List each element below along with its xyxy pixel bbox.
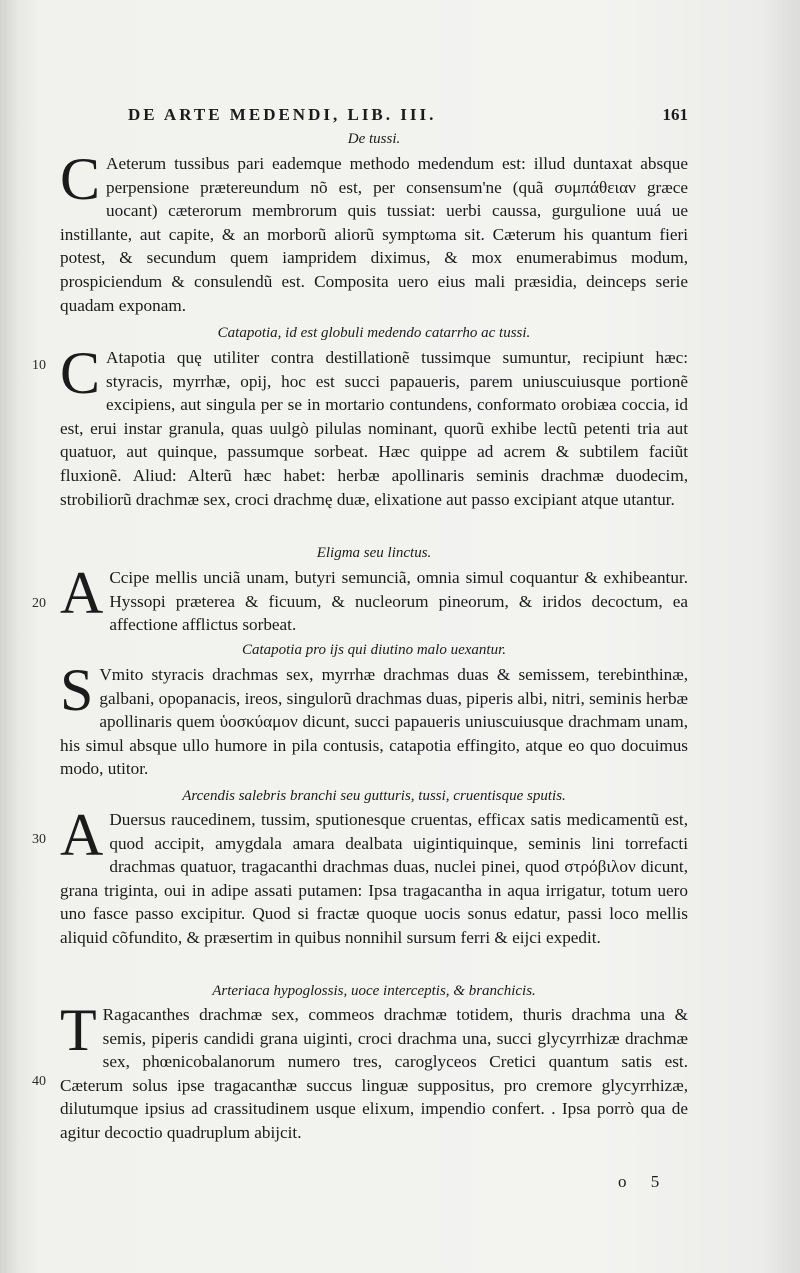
paragraph-text: Ccipe mellis unciã unam, butyri semunciã, omnia simul coquantur & exhibeantur. Hyssopi præterea & ficuum, & nucleorum pineorum, & iridos decoctum, ea affectione afflictus sorbeat. xyxy=(109,568,688,635)
section-heading: Catapotia, id est globuli medendo catarrho ac tussi. xyxy=(217,325,531,341)
drop-initial: S xyxy=(60,657,94,723)
drop-initial: T xyxy=(60,997,97,1063)
section-paragraph xyxy=(60,997,688,1145)
drop-initial: C xyxy=(60,340,101,406)
page-header xyxy=(128,105,688,131)
drop-initial: C xyxy=(60,146,101,212)
line-number: 40 xyxy=(32,1074,46,1089)
running-title: DE ARTE MEDENDI, LIB. III. xyxy=(128,105,437,124)
paragraph-text: Atapotia quę utiliter contra destillationẽ tussimque sumuntur, recipiunt hæc: styracis, myrrhæ, opij, hoc est succi papaueris, parem uniuscuiusque portionẽ excipiens, aut singula per se in mortario contundens, conformato orobiæa coccia, id est, erui instar granula, quas uulgò pilulas nominant, quorũ exhibe lectũ petenti tria aut quatuor, aut quinque, passumque sorbeat. Hæc quippe ad acrem & subtilem faciũt fluxionẽ. Aliud: Alterũ hæc habet: herbæ apollinaris seminis drachmæ duodecim, strobiliorũ drachmæ sex, croci drachmę duæ, elixatione aut passo excipiant atque utantur. xyxy=(60,348,688,509)
section-paragraph xyxy=(60,657,688,781)
section-heading: Arcendis salebris branchi seu gutturis, tussi, cruentisque sputis. xyxy=(182,788,566,804)
section-paragraph xyxy=(60,340,688,511)
section-paragraph xyxy=(60,146,688,317)
line-number: 20 xyxy=(32,596,46,611)
section-heading: De tussi. xyxy=(347,131,401,147)
section-paragraph xyxy=(60,802,688,950)
paragraph-text: Duersus raucedinem, tussim, sputionesque cruentas, efficax satis medicamentũ est, quod accipit, amygdala amara dealbata uigintiquinque, seminis lini torrefacti drachmas quatuor, tragacanthi drachmas duas, nuclei pinei, quod στρόβιλον dicunt, grana triginta, oui in adipe assati putamen: Ipsa tragacantha in aqua irrigatur, totum uero uno fasce passo excipitur. Quod si fractæ quoque uocis sonus edatur, passi loco mellis aliquid cõfundito, & præsertim in quibus nonnihil sursum ferri & eijci expedit. xyxy=(60,810,688,947)
line-number: 10 xyxy=(32,358,46,373)
line-number: 30 xyxy=(32,832,46,847)
section-heading: Arteriaca hypoglossis, uoce interceptis, & branchicis. xyxy=(212,983,536,999)
signature-mark: o 5 xyxy=(618,1172,670,1191)
paragraph-text: Ragacanthes drachmæ sex, commeos drachmæ totidem, thuris drachma una & semis, piperis candidi grana uiginti, croci drachma una, succi glycyrrhizæ drachmæ sex, phœnicobalanorum numero tres, caroglyceos Cretici quantum satis est. Cæterum solus ipse tragacanthæ succus linguæ suppositus, pro cremore glycyrrhizæ, dilutumque ipsius ad crassitudinem usque elixum, impendio confert. . Ipsa porrò qua de agitur decoctio quadruplum abijcit. xyxy=(60,1005,688,1142)
paragraph-text: Vmito styracis drachmas sex, myrrhæ drachmas duas & semissem, terebinthinæ, galbani, opopanacis, ireos, singulorũ drachmas duas, piperis albi, nitri, seminis herbæ apollinaris quem ὑοσκύαμον dicunt, succi papaueris uniuscuiusque drachmam unam, his simul absque ullo humore in pila contusis, catapotia effingito, atque eo quo docuimus modo, utitor. xyxy=(60,665,688,779)
drop-initial: A xyxy=(60,560,104,626)
section-paragraph xyxy=(60,560,688,637)
section-heading: Catapotia pro ijs qui diutino malo uexantur. xyxy=(241,642,507,658)
page-number: 161 xyxy=(662,105,688,124)
paragraph-text: Aeterum tussibus pari eademque methodo medendum est: illud duntaxat absque perpensione prætereundum nõ est, per consensum'ne (quã συμπάθειαν græce uocant) cæterorum membrorum quis tussiat: uerbi caussa, gurgulione uuá ue instillante, aut capite, & an morborũ aliorũ symptωma sit. Cæterum his quantum fieri potest, & secundum quem iampridem diximus, & mox enumerabimus modum, prospiciendum & consulendũ est. Composita uero eius mali præsidia, deinceps serie quadam exponam. xyxy=(60,154,688,315)
section-heading: Eligma seu linctus. xyxy=(316,545,432,561)
drop-initial: A xyxy=(60,802,104,868)
